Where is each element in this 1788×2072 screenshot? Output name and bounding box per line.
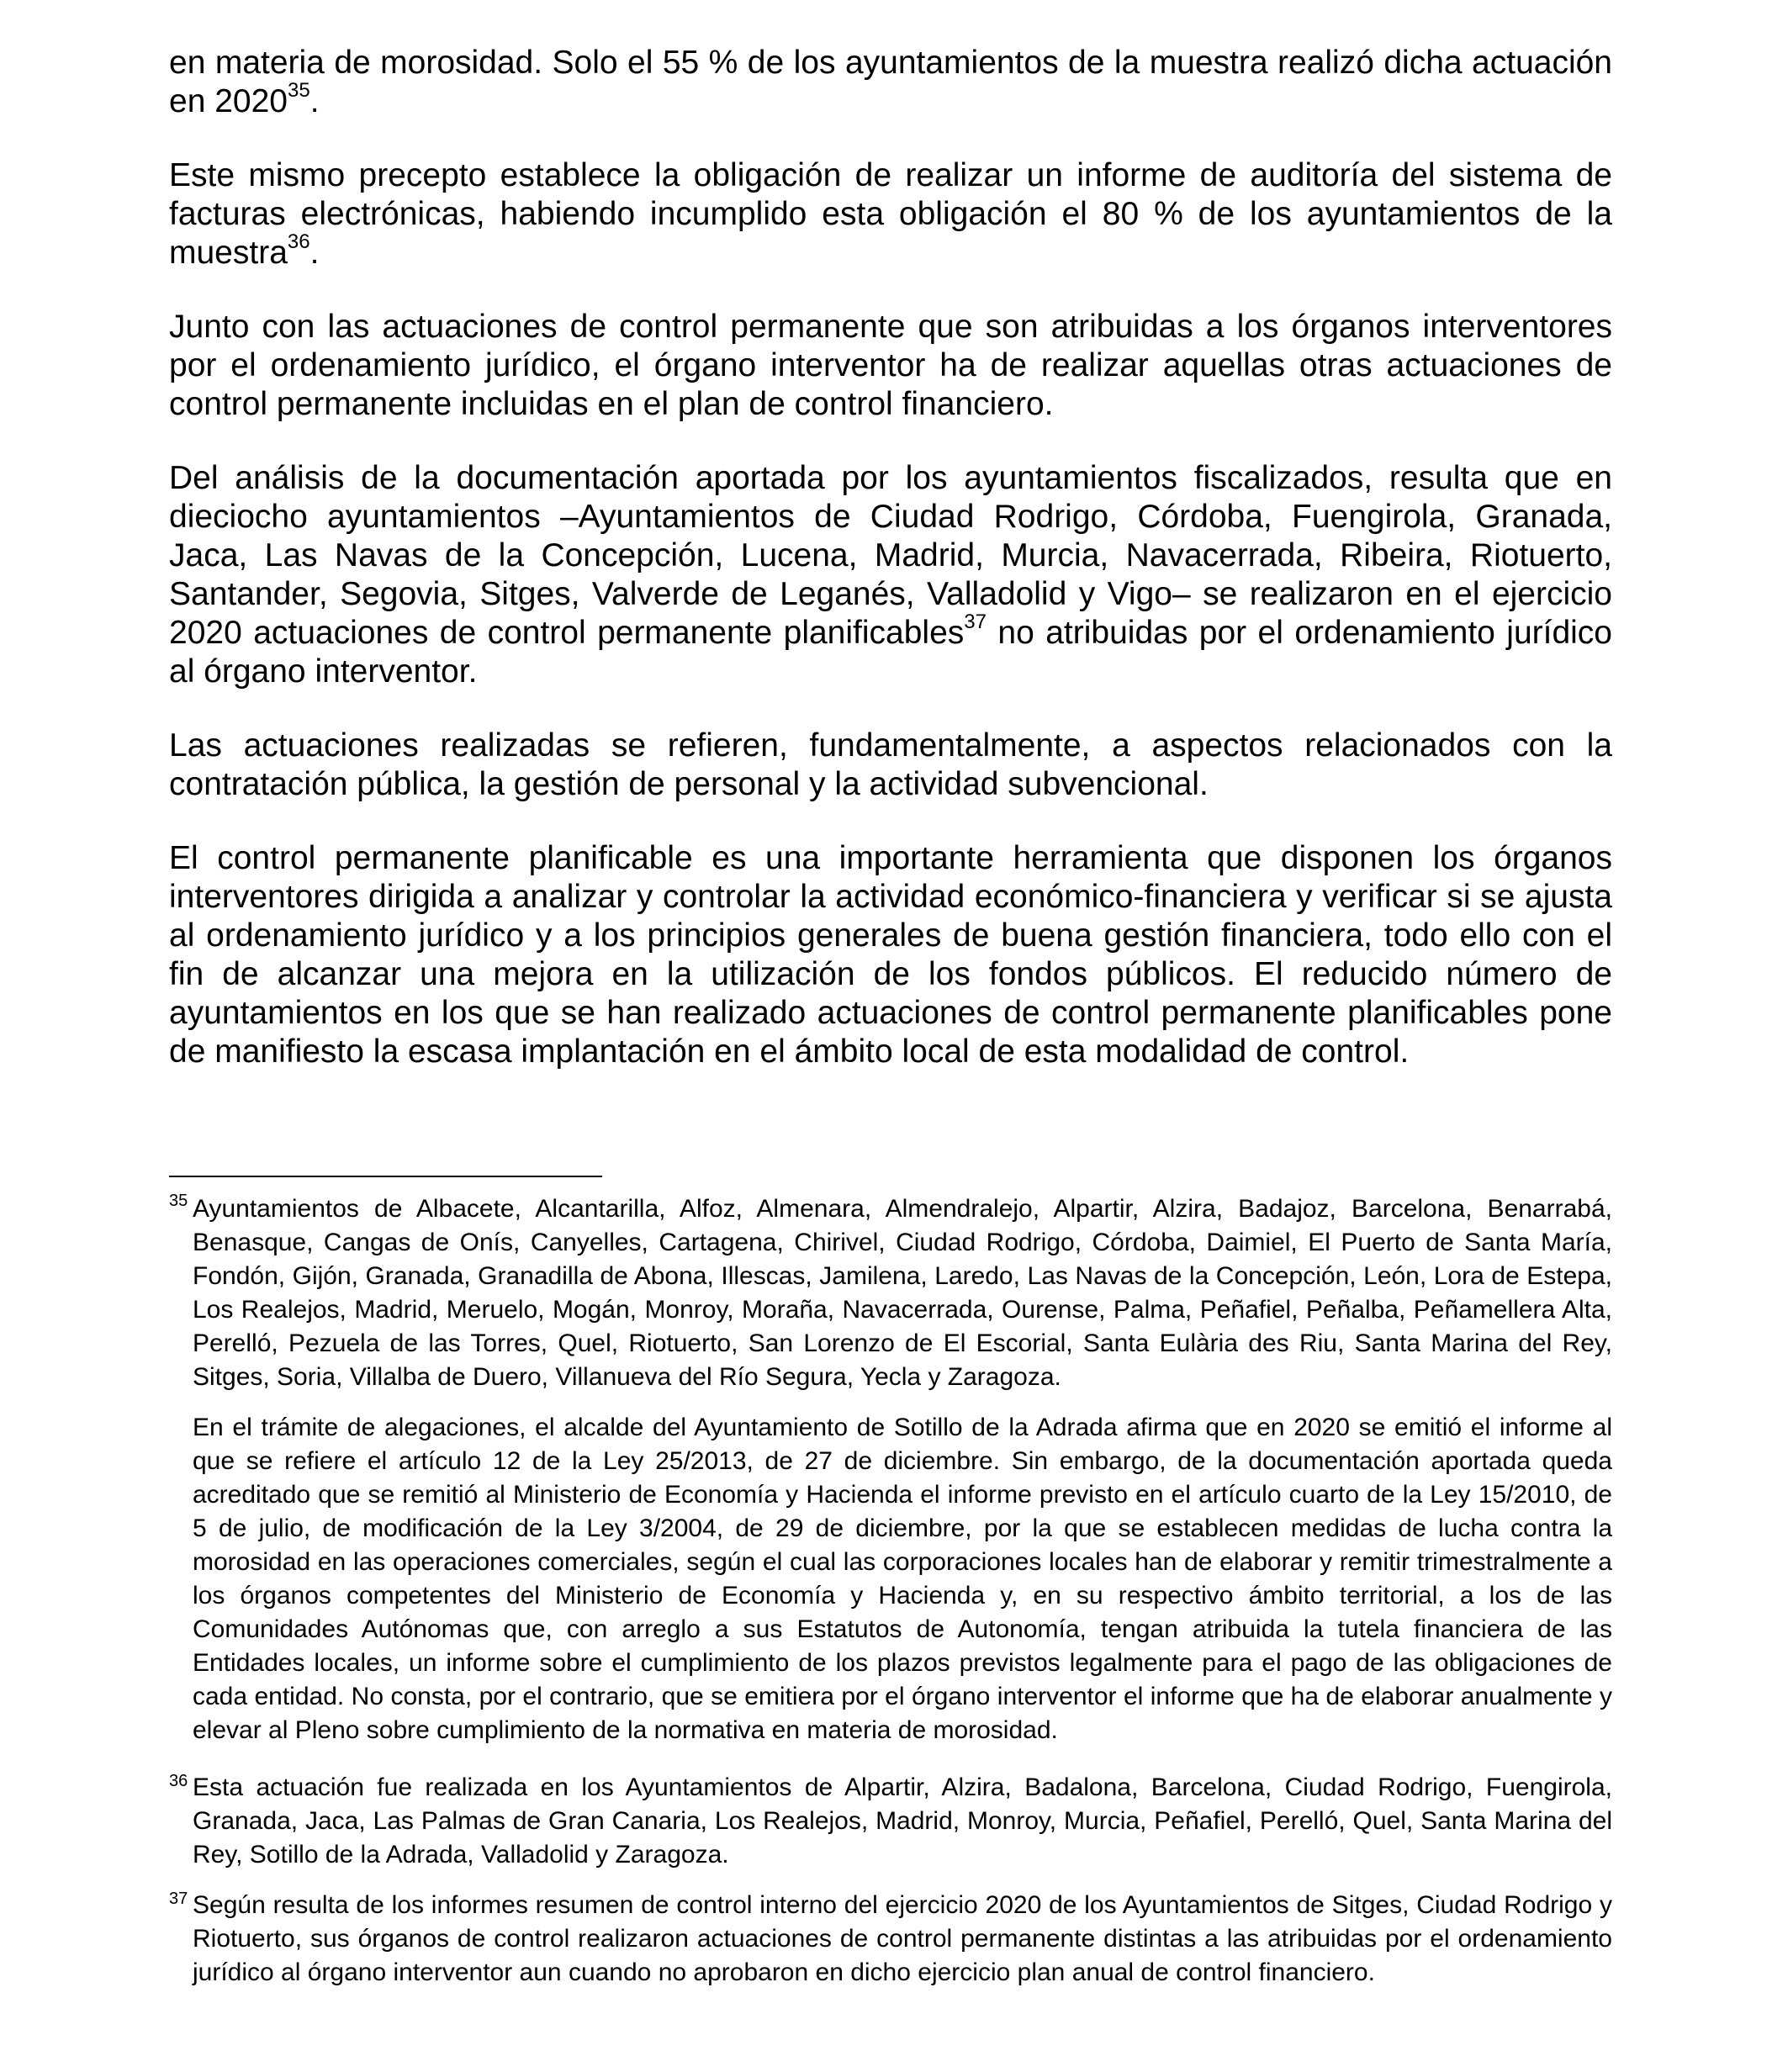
footnote-37-text: Según resulta de los informes resumen de control interno del ejercicio 2020 de los Ayuntamientos de Sitges, Ciudad Rodrigo y Riotuerto, sus órganos de control realizaron actuaciones de control permanente distintas a las atribuidas por el ordenamiento jurídico al órgano interventor aun cuando no aprobaron en dicho ejercicio plan anual de control financiero.	[193, 1891, 1612, 1986]
footnote-35-continuation-text: En el trámite de alegaciones, el alcalde del Ayuntamiento de Sotillo de la Adrada afirma que en 2020 se emitió el informe al que se refiere el artículo 12 de la Ley 25/2013, de 27 de diciembre. Sin embargo, de la documentación aportada queda acreditado que se remitió al Ministerio de Economía y Hacienda el informe previsto en el artículo cuarto de la Ley 15/2010, de 5 de julio, de modificación de la Ley 3/2004, de 29 de diciembre, por la que se establecen medidas de lucha contra la morosidad en las operaciones comerciales, según el cual las corporaciones locales han de elaborar y remitir trimestralmente a los órganos competentes del Ministerio de Economía y Hacienda y, en su respectivo ámbito territorial, a los de las Comunidades Autónomas que, con arreglo a sus Estatutos de Autonomía, tengan atribuida la tutela financiera de las Entidades locales, un informe sobre el cumplimiento de los plazos previstos legalmente para el pago de las obligaciones de cada entidad. No consta, por el contrario, que se emitiera por el órgano interventor el informe que ha de elaborar anualmente y elevar al Pleno sobre cumplimiento de la normativa en materia de morosidad.	[193, 1414, 1612, 1744]
paragraph-2	[169, 156, 1612, 272]
footnote-separator	[169, 1176, 602, 1177]
footnote-number-36: 36	[169, 1772, 188, 1790]
paragraph-4-text-end: no atribuidas por el ordenamiento jurídico al órgano interventor.	[169, 615, 1612, 690]
paragraph-4	[169, 459, 1612, 691]
footnote-36	[169, 1771, 1612, 1872]
paragraph-2-text: Este mismo precepto establece la obligación de realizar un informe de auditoría del sistema de facturas electrónicas, habiendo incumplido esta obligación el 80 % de los ayuntamientos de la muestra	[169, 157, 1612, 271]
footnote-number-35: 35	[169, 1192, 188, 1210]
paragraph-1	[169, 44, 1612, 121]
paragraph-5	[169, 727, 1612, 804]
footnote-35-continuation	[169, 1411, 1612, 1747]
paragraph-6	[169, 839, 1612, 1071]
footnote-ref-35[interactable]: 35	[287, 79, 310, 102]
footnote-35-text: Ayuntamientos de Albacete, Alcantarilla, Alfoz, Almenara, Almendralejo, Alpartir, Alzira, Badajoz, Barcelona, Benarrabá, Benasque, Cangas de Onís, Canyelles, Cartagena, Chirivel, Ciudad Rodrigo, Córdoba, Daimiel, El Puerto de Santa María, Fondón, Gijón, Granada, Granadilla de Abona, Illescas, Jamilena, Laredo, Las Navas de la Concepción, León, Lora de Estepa, Los Realejos, Madrid, Meruelo, Mogán, Monroy, Moraña, Navacerrada, Ourense, Palma, Peñafiel, Peñalba, Peñamellera Alta, Perelló, Pezuela de las Torres, Quel, Riotuerto, San Lorenzo de El Escorial, Santa Eulària des Riu, Santa Marina del Rey, Sitges, Soria, Villalba de Duero, Villanueva del Río Segura, Yecla y Zaragoza.	[193, 1195, 1612, 1391]
footnote-ref-37[interactable]: 37	[964, 610, 987, 633]
paragraph-3	[169, 308, 1612, 424]
paragraph-5-text: Las actuaciones realizadas se refieren, fundamentalmente, a aspectos relacionados con la contratación pública, la gestión de personal y la actividad subvencional.	[169, 727, 1612, 802]
paragraph-1-text-end: .	[309, 83, 320, 119]
footnote-37	[169, 1889, 1612, 1990]
paragraph-2-text-end: .	[309, 235, 320, 271]
paragraph-6-text: El control permanente planificable es una importante herramienta que disponen los órganos interventores dirigida a analizar y controlar la actividad económico-financiera y verificar si se ajusta al ordenamiento jurídico y a los principios generales de buena gestión financiera, todo ello con el fin de alcanzar una mejora en la utilización de los fondos públicos. El reducido número de ayuntamientos en los que se han realizado actuaciones de control permanente planificables pone de manifiesto la escasa implantación en el ámbito local de esta modalidad de control.	[169, 840, 1612, 1070]
paragraph-4-text: Del análisis de la documentación aportada por los ayuntamientos fiscalizados, resulta que en dieciocho ayuntamientos –Ayuntamientos de Ciudad Rodrigo, Córdoba, Fuengirola, Granada, Jaca, Las Navas de la Concepción, Lucena, Madrid, Murcia, Navacerrada, Ribeira, Riotuerto, Santander, Segovia, Sitges, Valverde de Leganés, Valladolid y Vigo– se realizaron en el ejercicio 2020 actuaciones de control permanente planificables	[169, 460, 1612, 651]
body-text	[169, 44, 1612, 1071]
footnote-35	[169, 1192, 1612, 1394]
paragraph-3-text: Junto con las actuaciones de control permanente que son atribuidas a los órganos interventores por el ordenamiento jurídico, el órgano interventor ha de realizar aquellas otras actuaciones de control permanente incluidas en el plan de control financiero.	[169, 309, 1612, 422]
footnotes	[169, 1192, 1612, 2006]
footnote-36-text: Esta actuación fue realizada en los Ayuntamientos de Alpartir, Alzira, Badalona, Barcelona, Ciudad Rodrigo, Fuengirola, Granada, Jaca, Las Palmas de Gran Canaria, Los Realejos, Madrid, Monroy, Murcia, Peñafiel, Perelló, Quel, Santa Marina del Rey, Sotillo de la Adrada, Valladolid y Zaragoza.	[193, 1773, 1612, 1868]
footnote-number-37: 37	[169, 1890, 188, 1908]
paragraph-1-text: en materia de morosidad. Solo el 55 % de los ayuntamientos de la muestra realizó dicha actuación en 2020	[169, 45, 1612, 119]
footnote-ref-36[interactable]: 36	[287, 230, 310, 253]
